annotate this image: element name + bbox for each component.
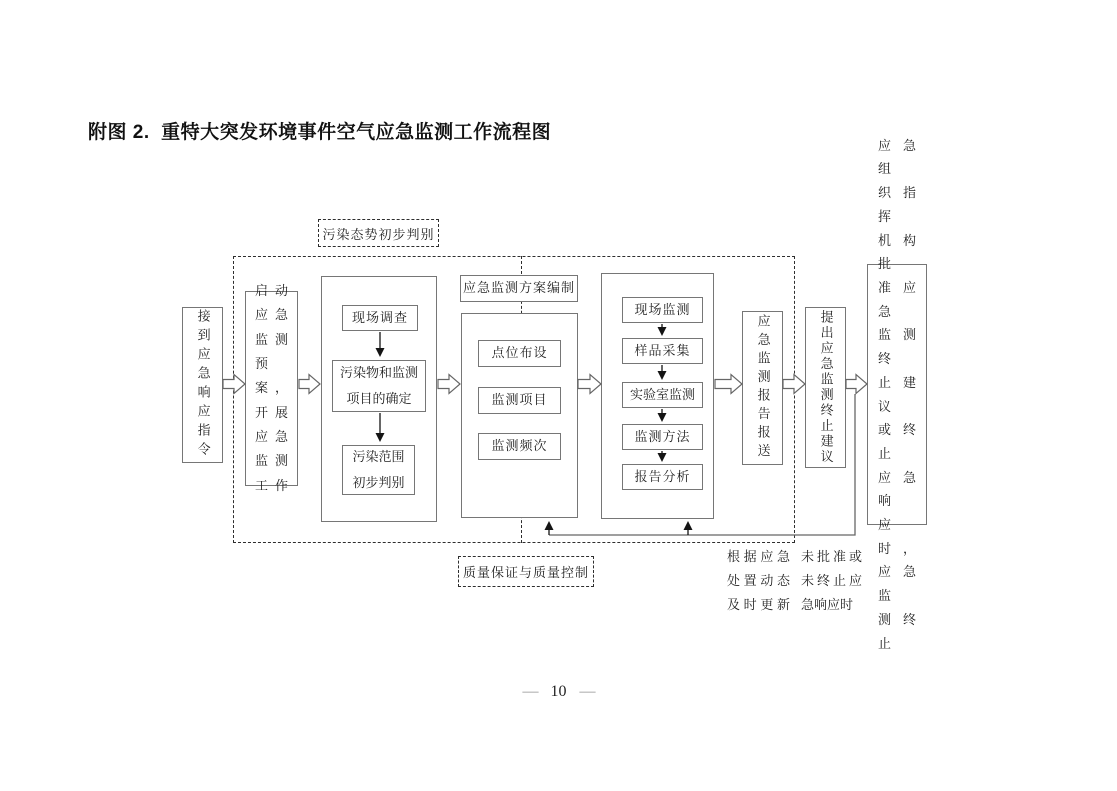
node-monitor-items: 监测项目 xyxy=(478,387,561,414)
node-site-survey: 现场调查 xyxy=(342,305,418,331)
node-report-analysis: 报告分析 xyxy=(622,464,703,490)
node-report-submission: 应急监测报告报送 xyxy=(742,311,783,465)
label-text: 质量保证与质量控制 xyxy=(462,565,589,580)
page-number-dash: — xyxy=(579,683,595,700)
node-monitor-frequency: 监测频次 xyxy=(478,433,561,460)
label-text: 应急监测方案编制 xyxy=(462,280,575,296)
text-line: 监测 xyxy=(255,331,288,347)
text-line: 或终止 xyxy=(878,422,916,461)
label-text: 污染态势初步判别 xyxy=(322,226,435,242)
node-monitor-method: 监测方法 xyxy=(622,424,703,450)
text-line: 应急响 xyxy=(878,469,916,509)
text-line: 项目的确定 xyxy=(346,391,412,406)
node-point-layout: 点位布设 xyxy=(478,340,561,367)
text-line: 开展 xyxy=(255,404,288,420)
node-text xyxy=(868,134,926,655)
text-line: 初步判别 xyxy=(352,475,405,490)
text-line: 应急监 xyxy=(878,564,916,604)
node-pollution-range xyxy=(342,445,415,495)
text-line: 止建议 xyxy=(878,374,916,414)
label-qa-qc xyxy=(458,556,594,587)
page-number xyxy=(0,683,1117,701)
node-field-monitoring: 现场监测 xyxy=(622,297,703,323)
text-line: 及时更新 xyxy=(727,597,790,612)
text-line: 未批准或 xyxy=(801,549,862,564)
node-text xyxy=(246,279,297,498)
node-start-plan xyxy=(245,283,298,493)
text-line: 污染物和监测 xyxy=(339,365,418,380)
label-pollution-assessment xyxy=(318,219,439,247)
text-line: 机构批 xyxy=(878,232,916,272)
note-update-dynamics xyxy=(727,545,790,617)
text-line: 未终止应 xyxy=(801,573,862,588)
text-line: 工作 xyxy=(255,477,288,493)
node-final-termination xyxy=(867,137,927,651)
node-text xyxy=(333,360,425,412)
text-line: 启动 xyxy=(255,283,288,299)
text-line: 应时， xyxy=(878,517,916,556)
text-line: 监测终 xyxy=(878,327,916,367)
text-line: 应急 xyxy=(255,307,288,323)
text-line: 根据应急 xyxy=(727,549,790,564)
node-propose-termination: 提出应急监测终止建议 xyxy=(805,307,846,468)
text-line: 准应急 xyxy=(878,279,916,319)
text-line: 应急 xyxy=(255,428,288,444)
flow-arrow-icon xyxy=(846,375,867,394)
text-line: 监测 xyxy=(255,453,288,469)
text-line: 测终止 xyxy=(878,611,916,651)
text-line: 应急组 xyxy=(878,137,916,177)
page-number-dash: — xyxy=(522,683,538,700)
node-receive-order: 接到应急响应指令 xyxy=(182,307,223,463)
text-line: 急响应时 xyxy=(801,597,854,612)
node-sample-collection: 样品采集 xyxy=(622,338,703,364)
label-plan-compilation xyxy=(460,275,578,302)
node-text xyxy=(343,444,414,496)
text-line: 预案， xyxy=(255,356,288,396)
text-line: 处置动态 xyxy=(727,573,790,588)
note-not-approved xyxy=(801,545,862,617)
node-pollutant-confirm xyxy=(332,360,426,412)
figure-title: 附图 2. 重特大突发环境事件空气应急监测工作流程图 xyxy=(88,122,552,143)
node-lab-monitoring: 实验室监测 xyxy=(622,382,703,408)
text-line: 污染范围 xyxy=(352,449,405,464)
text-line: 织指挥 xyxy=(878,185,916,224)
page-number-value: 10 xyxy=(550,683,567,700)
